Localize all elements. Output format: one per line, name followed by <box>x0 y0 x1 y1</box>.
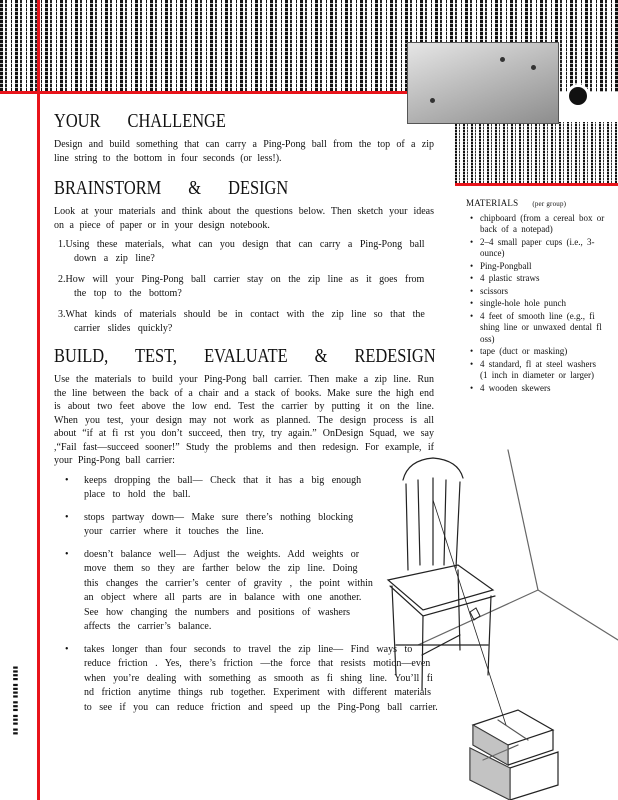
build-heading: BUILD, TEST, EVALUATE & REDESIGN <box>54 345 436 367</box>
red-divider-right <box>455 183 618 186</box>
challenge-heading: YOUR CHALLENGE <box>54 110 226 132</box>
materials-item: • single-hole hole punch <box>466 298 606 310</box>
materials-item: • chipboard (from a cereal box or back of a notepad) <box>466 213 606 236</box>
troubleshoot-list <box>54 474 438 716</box>
materials-item: • tape (duct or masking) <box>466 346 606 358</box>
brainstorm-heading: BRAINSTORM & DESIGN <box>54 177 289 199</box>
materials-list <box>466 213 606 395</box>
troubleshoot-item: • doesn’t balance well— Adjust the weights. Add weights or move them so they are farther below the zip line. Doing this changes the carrier’s center of gravity , the point within an object where all parts are in balance with one another. See how changing the numbers and positions of washers affects the carrier’s balance. <box>62 548 374 635</box>
chair-with-zip-line-illustration <box>378 440 618 800</box>
side-credit-text: ▮▮ ▮▮▮ ▮▮▮ ▮▮▮▮ ▮▮▮▮ <box>13 665 19 735</box>
photo-dot <box>531 65 536 70</box>
question-item: 3.What kinds of materials should be in contact with the zip line so that the carrier slides quickly? <box>58 309 425 334</box>
materials-title: MATERIALS <box>466 198 519 208</box>
photo-dot <box>500 57 505 62</box>
red-divider-top <box>0 91 408 94</box>
red-margin-line <box>37 0 40 800</box>
troubleshoot-item: • takes longer than four seconds to travel the zip line— Find ways to reduce friction . Yes, there’s friction —the force that resists motion—even when you’re dealing with something as smooth as fi shing line. You’ll fi nd friction anytime things rub together. Experiment with different materials to see if you can reduce friction and speed up the Ping-Pong ball carrier. <box>62 643 444 716</box>
materials-item: • 4 plastic straws <box>466 273 606 285</box>
materials-item: • scissors <box>466 286 606 298</box>
build-text: Use the materials to build your Ping-Pong ball carrier. Then make a zip line. Run the line between the back of a chair and a stack of books. Make sure the high end is about two feet above the low end. Test the carrier by putting it on the line. When you test, your design may not work as planned. The design process is all about “if at fi rst you don’t succeed, then try, try again.” OnDesign Squad, we say ,“Fail fast—succeed sooner!” Study the problems and then redesign. For example, if your Ping-Pong ball carrier: <box>54 374 434 466</box>
materials-item: • 2–4 small paper cups (i.e., 3-ounce) <box>466 237 606 260</box>
troubleshoot-item: • keeps dropping the ball— Check that it has a big enough place to hold the ball. <box>62 474 374 503</box>
materials-item: • 4 feet of smooth line (e.g., fi shing line or unwaxed dental fl oss) <box>466 311 606 346</box>
materials-item: • Ping-Pongball <box>466 261 606 273</box>
troubleshoot-item: • stops partway down— Make sure there’s nothing blocking your carrier where it touches the line. <box>62 511 374 540</box>
materials-item: • 4 standard, fl at steel washers (1 inch in diameter or larger) <box>466 359 606 382</box>
side-header-texture <box>455 122 618 184</box>
materials-note: (per group) <box>532 200 567 208</box>
photo-dot <box>430 98 435 103</box>
brainstorm-text: Look at your materials and think about the questions below. Then sketch your ideas on a piece of paper or in your design notebook. <box>54 206 434 231</box>
question-item: 2.How will your Ping-Pong ball carrier stay on the zip line as it goes from the top to the bottom? <box>58 274 425 299</box>
challenge-text: Design and build something that can carry a Ping-Pong ball from the top of a zip line string to the bottom in four seconds (or less!). <box>54 139 434 164</box>
main-column <box>54 108 438 723</box>
ring-icon <box>566 84 590 108</box>
materials-box <box>466 198 606 395</box>
question-item: 1.Using these materials, what can you design that can carry a Ping-Pong ball down a zip line? <box>58 239 425 264</box>
materials-item: • 4 wooden skewers <box>466 383 606 395</box>
question-list <box>54 238 434 335</box>
materials-heading <box>466 198 606 211</box>
